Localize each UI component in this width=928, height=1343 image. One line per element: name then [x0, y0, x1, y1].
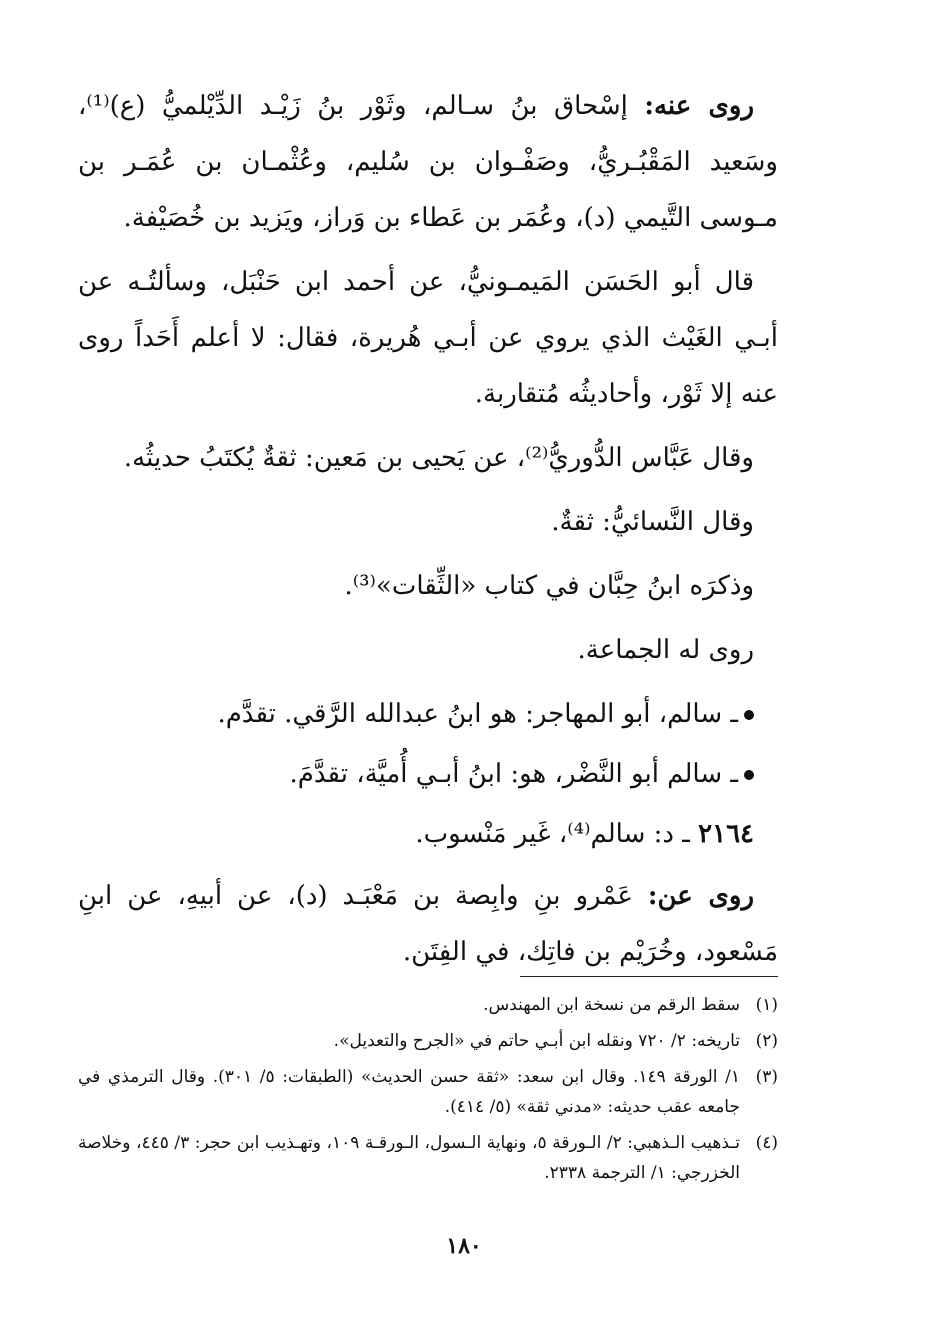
paragraph-maymuni: قال أبو الحَسَن المَيمـونيُّ، عن أحمد ابن حَنْبَل، وسألتُـه عن أبـي الغَيْث الذي يروي عن أبـي هُريرة، فقال: لا أعلم أَحَداً روى عنه إلا ثَوْر، وأحاديثُه مُتقاربة. — [78, 267, 778, 409]
footnote-number: (٤) — [755, 1133, 778, 1153]
paragraph-lead: روى عن: — [647, 881, 755, 911]
entry-title: ـ د: سالم⁽⁴⁾، غَير مَنْسوب. — [415, 819, 690, 849]
bullet-salim-abu-muhajir — [78, 686, 778, 742]
bullet-text: ـ سالم، أبو المهاجر: هو ابنُ عبدالله الرَّقي. تقدَّم. — [217, 699, 738, 729]
main-text — [78, 78, 778, 988]
bullet-text: ـ سالم أبو النَّضْر، هو: ابنُ أبـي أُميَّة، تقدَّمَ. — [289, 759, 738, 789]
paragraph-nasai: وقال النَّسائيُّ: ثقةٌ. — [551, 507, 754, 537]
paragraph-text: عَمْرو بنِ وابِصة بن مَعْبَـد (د)، عن أبيهِ، عن ابنِ مَسْعود، وخُرَيْم بن فاتِك، في الفِتَن. — [78, 881, 778, 967]
footnote-text: ١/ الورقة ١٤٩. وقال ابن سعد: «ثقة حسن الحديث» (الطبقات: ٥/ ٣٠١). وقال الترمذي في جامعه عقب حديثه: «مدني ثقة» (٥/ ٤١٤). — [78, 1067, 740, 1117]
paragraph-ibn-hibban: وذكرَه ابنُ حِبَّان في كتاب «الثِّقات»⁽³⁾. — [344, 571, 754, 601]
bullet-salim-abu-nadr — [78, 746, 778, 802]
footnote-text: سقط الرقم من نسخة ابن المهندس. — [483, 995, 740, 1015]
footnote-number: (١) — [755, 995, 778, 1015]
paragraph-text: إسْحاق بنُ سـالم، وثَوْر بنُ زَيْـد الدِّيْلميُّ (ع)⁽¹⁾، وسَعيد المَقْبُـريُّ، وصَفْـوان بن سُليم، وعُثْمـان بن عُمَـر بن مـوسى التَّيمي (د)، وعُمَر بن عَطاء بن وَراز، ويَزيد بن خُصَيْفة. — [78, 91, 778, 233]
footnote-4 — [78, 1128, 778, 1188]
page-number: ١٨٠ — [446, 1233, 482, 1259]
footnote-text: تـذهيب الـذهبي: ٢/ الـورقة ٥، ونهاية الـسول، الـورقـة ١٠٩، وتهـذيب ابن حجر: ٣/ ٤٤٥، وخلاصة الخزرجي: ١/ الترجمة ٢٣٣٨. — [78, 1133, 740, 1183]
paragraph-narrated-from — [78, 868, 778, 980]
footnote-number: (٣) — [755, 1067, 778, 1087]
footnote-number: (٢) — [755, 1031, 778, 1051]
paragraph-jamaa: روى له الجماعة. — [577, 635, 754, 665]
footnote-2 — [78, 1026, 778, 1056]
entry-heading — [78, 806, 778, 862]
footnote-text: تاريخه: ٢/ ٧٢٠ ونقله ابن أبـي حاتم في «الجرح والتعديل». — [333, 1031, 740, 1051]
footnote-divider — [520, 976, 778, 977]
paragraph-duri: وقال عَبَّاس الدُّوريُّ⁽²⁾، عن يَحيى بن مَعين: ثقةٌ يُكتَبُ حديثُه. — [123, 443, 754, 473]
bullet-dot-icon — [744, 710, 754, 720]
entry-number: ٢١٦٤ — [698, 819, 754, 849]
paragraph-lead: روى عنه: — [644, 91, 755, 121]
footnotes — [78, 990, 778, 1194]
paragraph-narrators-from — [78, 78, 778, 246]
footnote-1 — [78, 990, 778, 1020]
footnote-3 — [78, 1062, 778, 1122]
bullet-dot-icon — [744, 770, 754, 780]
